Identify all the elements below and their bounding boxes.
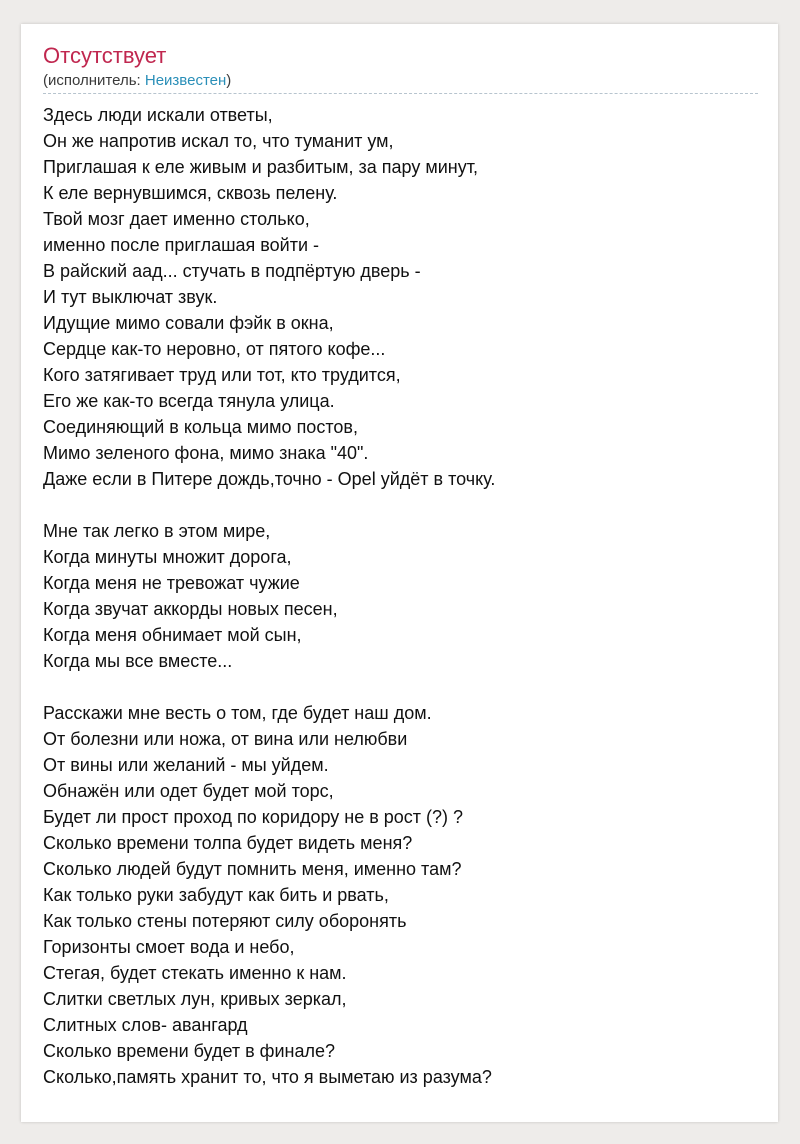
lyric-line: Обнажён или одет будет мой торс, — [43, 781, 334, 801]
lyric-line: Сердце как-то неровно, от пятого кофе... — [43, 339, 386, 359]
lyrics-stanza — [43, 518, 758, 674]
lyric-line: Приглашая к еле живым и разбитым, за пару минут, — [43, 157, 478, 177]
lyric-line: Его же как-то всегда тянула улица. — [43, 391, 335, 411]
lyric-line: Когда минуты множит дорога, — [43, 547, 292, 567]
lyric-line: Горизонты смоет вода и небо, — [43, 937, 295, 957]
lyric-line: Кого затягивает труд или тот, кто трудится, — [43, 365, 401, 385]
lyric-line: В райский аад... стучать в подпёртую дверь - — [43, 261, 421, 281]
lyrics-stanza — [43, 700, 758, 1090]
lyric-line: К еле вернувшимся, сквозь пелену. — [43, 183, 338, 203]
lyric-line: Твой мозг дает именно столько, — [43, 209, 310, 229]
lyric-line: Мне так легко в этом мире, — [43, 521, 271, 541]
lyric-line: Стегая, будет стекать именно к нам. — [43, 963, 347, 983]
lyric-line: Слитных слов- авангард — [43, 1015, 248, 1035]
lyric-line: Сколько времени будет в финале? — [43, 1041, 336, 1061]
song-title: Отсутствует — [43, 43, 167, 68]
lyric-line: Идущие мимо совали фэйк в окна, — [43, 313, 334, 333]
lyric-line: Здесь люди искали ответы, — [43, 105, 273, 125]
lyric-line: Сколько времени толпа будет видеть меня? — [43, 833, 413, 853]
artist-suffix: ) — [226, 72, 232, 89]
lyric-line: Расскажи мне весть о том, где будет наш дом. — [43, 703, 432, 723]
artist-line — [43, 71, 758, 94]
lyrics-body — [43, 102, 758, 1090]
lyric-line: Как только руки забудут как бить и рвать, — [43, 885, 389, 905]
lyric-line: Сколько,память хранит то, что я выметаю из разума? — [43, 1067, 492, 1087]
lyric-line: Мимо зеленого фона, мимо знака "40". — [43, 443, 369, 463]
artist-link[interactable]: Неизвестен — [144, 72, 227, 89]
lyric-line: И тут выключат звук. — [43, 287, 218, 307]
lyric-line: Когда меня обнимает мой сын, — [43, 625, 302, 645]
lyric-line: Когда меня не тревожат чужие — [43, 573, 300, 593]
lyrics-stanza — [43, 102, 758, 492]
lyrics-card — [21, 24, 778, 1122]
lyric-line: Соединяющий в кольца мимо постов, — [43, 417, 358, 437]
lyric-line: От болезни или ножа, от вина или нелюбви — [43, 729, 408, 749]
lyric-line: Как только стены потеряют силу оборонять — [43, 911, 407, 931]
lyric-line: Он же напротив искал то, что туманит ум, — [43, 131, 394, 151]
lyric-line: Когда мы все вместе... — [43, 651, 233, 671]
lyric-line: Сколько людей будут помнить меня, именно там? — [43, 859, 462, 879]
artist-prefix: (исполнитель: — [43, 72, 145, 89]
lyric-line: Когда звучат аккорды новых песен, — [43, 599, 338, 619]
lyric-line: От вины или желаний - мы уйдем. — [43, 755, 329, 775]
lyric-line: Будет ли прост проход по коридору не в рост (?) ? — [43, 807, 464, 827]
lyric-line: именно после приглашая войти - — [43, 235, 320, 255]
lyric-line: Слитки светлых лун, кривых зеркал, — [43, 989, 347, 1009]
lyric-line: Даже если в Питере дождь,точно - Opel уйдёт в точку. — [43, 469, 496, 489]
